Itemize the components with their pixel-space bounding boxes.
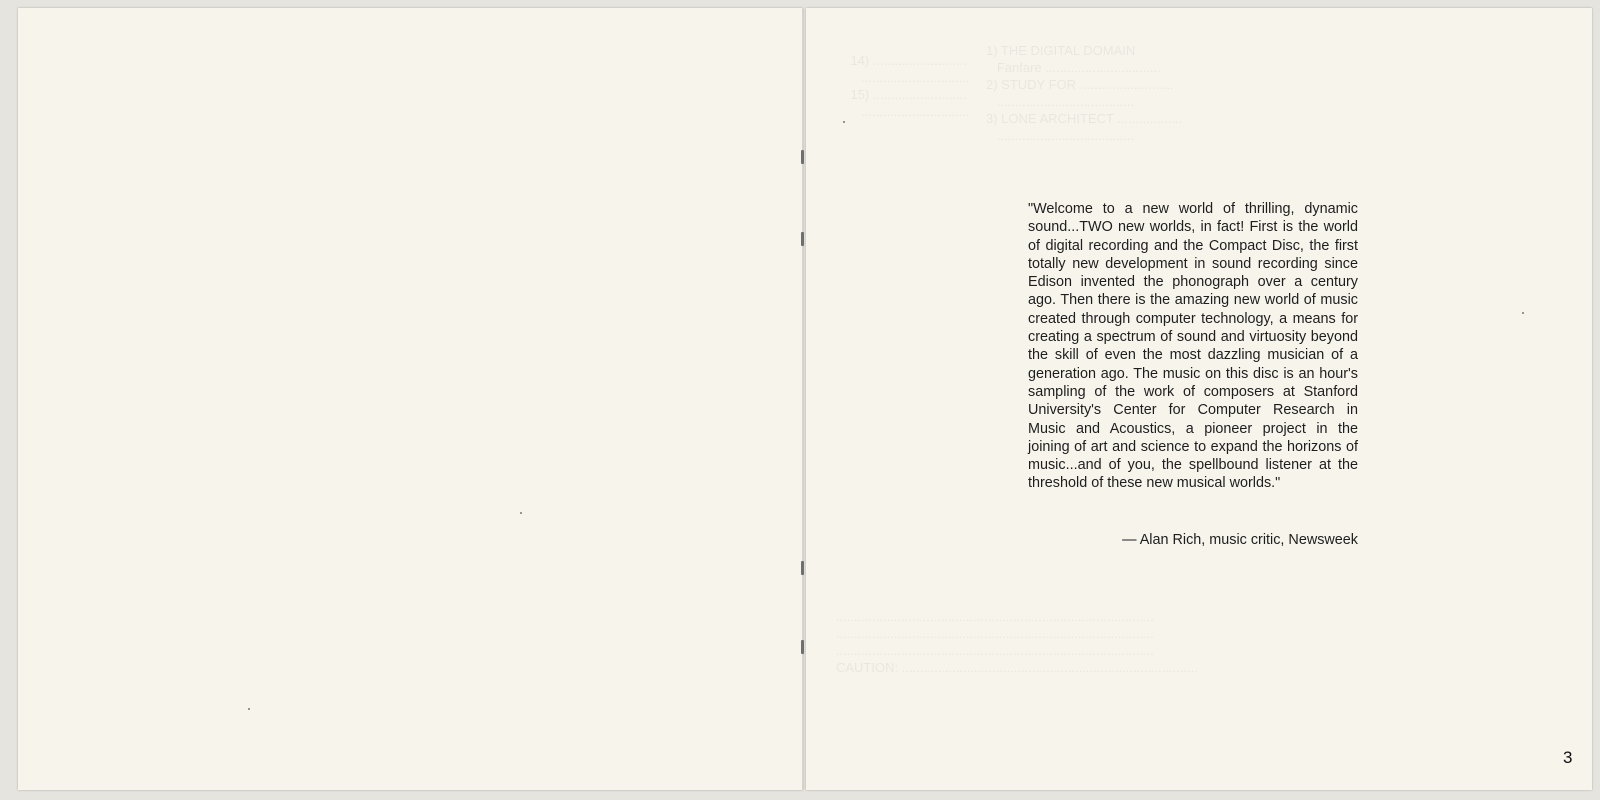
staple-mark [801, 561, 804, 575]
show-through-text: 1) THE DIGITAL DOMAIN Fanfare ................................ 2) STUDY FOR .......................... ...................................... 3) LONE ARCHITECT .................. ...................................... [986, 43, 1183, 143]
paper-speck [1522, 312, 1524, 314]
staple-mark [801, 232, 804, 246]
paper-speck [843, 121, 845, 123]
left-page [18, 8, 803, 790]
paper-speck [520, 512, 522, 514]
quote-text: "Welcome to a new world of thrilling, dynamic sound...TWO new worlds, in fact! First is the world of digital recording and the Compact Disc, the first totally new development in sound recording since Edison invented the phonograph over a century ago. Then there is the amazing new world of music created through computer technology, a means for creating a spectrum of sound and virtuosity beyond the skill of even the most dazzling musician of a generation ago. The music on this disc is an hour's sampling of the work of composers at Stanford University's Center for Computer Research in Music and Acoustics, a pioneer project in the joining of art and science to expand the horizons of music...and of you, the spellbound listener at the threshold of these new musical worlds." [1028, 201, 1358, 492]
page-number: 3 [1563, 748, 1573, 767]
staple-mark [801, 640, 804, 654]
paper-speck [248, 708, 250, 710]
quote-attribution: — Alan Rich, music critic, Newsweek [1122, 532, 1358, 548]
staple-mark [801, 150, 804, 164]
show-through-text: 14) .......................... .............................. 15) .......................... .............................. [850, 53, 970, 119]
show-through-text: ........................................................................................ ........................................................................................ ........................................................................................ CAUTION: .................................................................................. [836, 609, 1198, 675]
